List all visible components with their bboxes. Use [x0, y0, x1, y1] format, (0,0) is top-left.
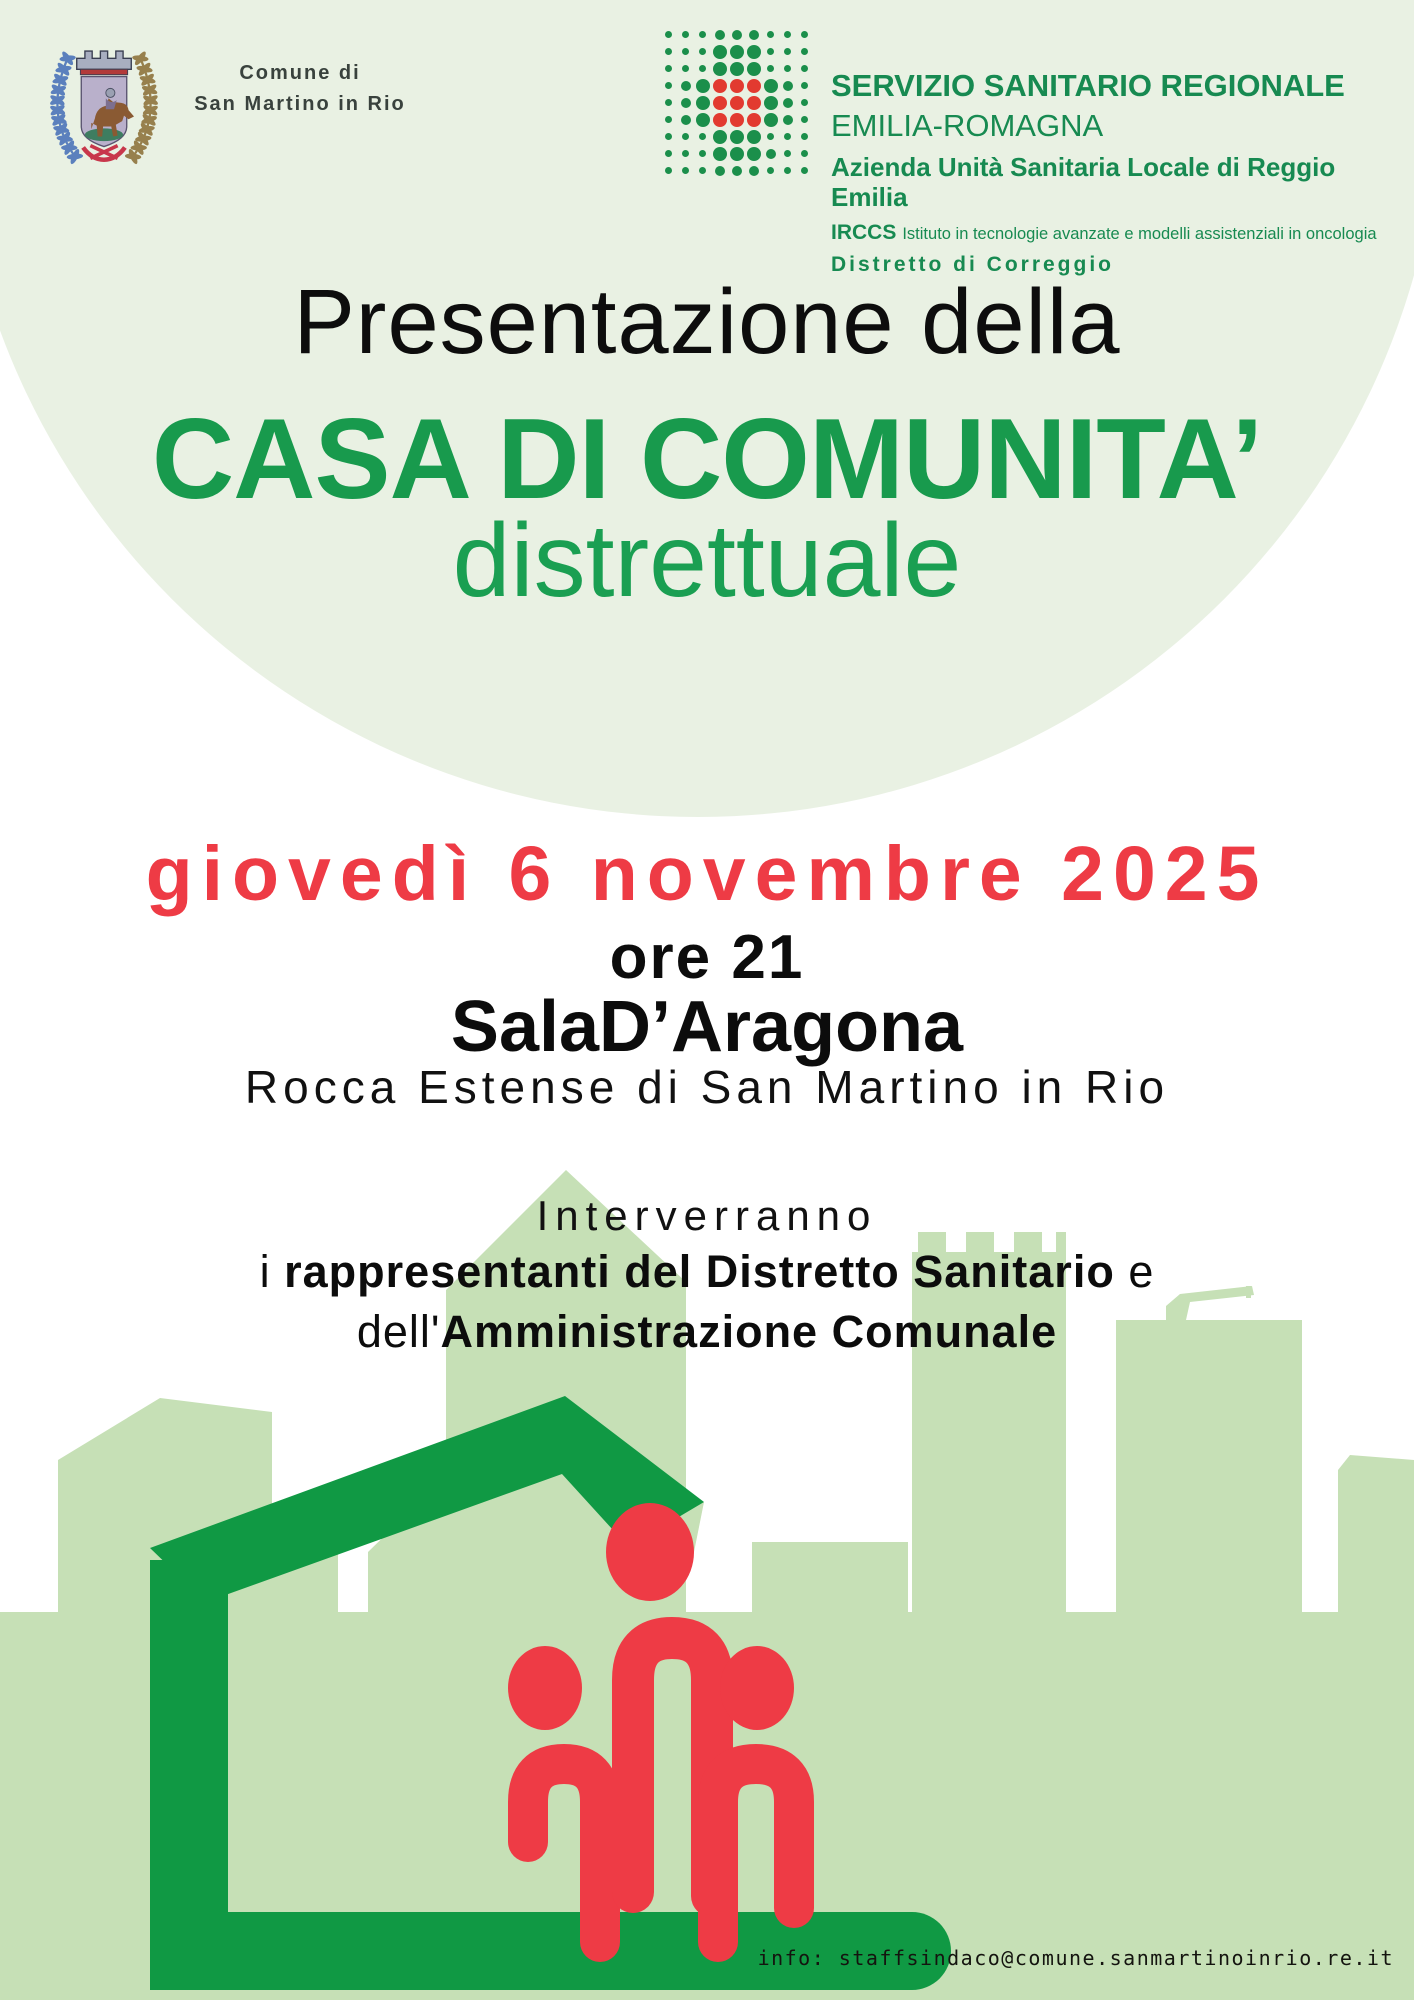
dot-red — [713, 79, 727, 93]
ausl-line: Azienda Unità Sanitaria Locale di Reggio Emilia — [831, 152, 1336, 213]
dot-green — [699, 48, 706, 55]
dot-green — [681, 115, 691, 125]
dot-green — [801, 133, 808, 140]
dot-green — [767, 31, 774, 38]
dot-green — [732, 166, 742, 176]
dot-green — [682, 48, 689, 55]
dot-green — [767, 167, 774, 174]
servizio-sanitario-dots-logo — [660, 26, 816, 174]
dot-green — [665, 133, 672, 140]
dot-green — [682, 150, 689, 157]
speakers-intro: Interverranno — [536, 1192, 878, 1239]
health-service-text — [831, 68, 1391, 277]
dot-green — [730, 45, 744, 59]
irccs-line — [831, 221, 1391, 245]
event-date: giovedì 6 novembre 2025 — [145, 831, 1269, 917]
dot-green — [713, 45, 727, 59]
dot-green — [801, 82, 808, 89]
dot-green — [783, 115, 793, 125]
dot-green — [665, 48, 672, 55]
dot-green — [682, 167, 689, 174]
poster-title-line2: CASA DI COMUNITA’ — [151, 396, 1263, 523]
comune-line1: Comune di — [239, 62, 361, 84]
ssr-line1: SERVIZIO SANITARIO REGIONALE — [831, 68, 1345, 103]
dot-green — [764, 96, 778, 110]
dot-green — [713, 147, 727, 161]
dot-green — [767, 65, 774, 72]
dot-green — [715, 30, 725, 40]
dot-green — [747, 147, 761, 161]
dot-green — [801, 99, 808, 106]
event-time: ore 21 — [609, 923, 805, 992]
contact-info-email: info: staffsindaco@comune.sanmartinoinrio.re.it — [757, 1946, 1394, 1970]
dot-green — [665, 82, 672, 89]
dot-green — [767, 48, 774, 55]
dot-green — [749, 166, 759, 176]
dot-green — [783, 98, 793, 108]
speakers-line2 — [0, 1246, 1414, 1298]
dot-green — [801, 167, 808, 174]
dot-green — [713, 130, 727, 144]
dot-green — [801, 116, 808, 123]
dot-green — [699, 150, 706, 157]
dot-red — [713, 96, 727, 110]
speakers-line3 — [0, 1306, 1414, 1358]
dot-green — [696, 79, 710, 93]
dot-green — [713, 62, 727, 76]
dot-green — [730, 147, 744, 161]
dot-green — [784, 65, 791, 72]
irccs-rest: Istituto in tecnologie avanzate e modelli assistenziali in oncologia — [902, 225, 1377, 244]
dot-green — [747, 45, 761, 59]
event-location: Rocca Estense di San Martino in Rio — [244, 1061, 1170, 1113]
speakers-line3-pre: dell' — [356, 1306, 441, 1357]
dot-green — [665, 31, 672, 38]
dot-green — [665, 99, 672, 106]
dot-green — [747, 62, 761, 76]
speakers-line2-pre: i — [259, 1246, 285, 1297]
dot-green — [715, 166, 725, 176]
dot-green — [699, 133, 706, 140]
dot-green — [764, 113, 778, 127]
dot-green — [665, 116, 672, 123]
dot-green — [747, 130, 761, 144]
speakers-line2-bold: rappresentanti del Distretto Sanitario — [284, 1246, 1115, 1297]
dot-green — [801, 150, 808, 157]
dot-green — [784, 31, 791, 38]
dot-green — [801, 48, 808, 55]
dot-green — [801, 65, 808, 72]
dot-green — [681, 98, 691, 108]
poster-title-line1: Presentazione della — [293, 271, 1121, 373]
comune-title — [170, 58, 430, 120]
dot-green — [699, 167, 706, 174]
distretto-line: Distretto di Correggio — [831, 253, 1115, 277]
dot-green — [783, 81, 793, 91]
ssr-line2: EMILIA-ROMAGNA — [831, 107, 1104, 143]
speakers-line2-post: e — [1114, 1246, 1155, 1297]
dot-green — [696, 96, 710, 110]
comune-crest-icon — [34, 22, 174, 172]
dot-green — [730, 130, 744, 144]
dot-green — [682, 65, 689, 72]
dot-green — [749, 30, 759, 40]
dot-green — [681, 81, 691, 91]
event-venue: SalaD’Aragona — [450, 987, 964, 1067]
dot-green — [730, 62, 744, 76]
dot-green — [665, 150, 672, 157]
dot-green — [665, 65, 672, 72]
dot-green — [682, 31, 689, 38]
speakers-line3-bold: Amministrazione Comunale — [440, 1306, 1058, 1357]
comune-line2: San Martino in Rio — [194, 93, 406, 115]
dot-red — [730, 96, 744, 110]
dot-green — [682, 133, 689, 140]
people-figures — [508, 1503, 794, 1942]
dot-green — [801, 31, 808, 38]
dot-green — [784, 167, 791, 174]
dot-green — [784, 150, 791, 157]
dot-red — [747, 96, 761, 110]
dot-green — [699, 65, 706, 72]
dot-green — [784, 48, 791, 55]
dot-green — [665, 167, 672, 174]
dot-red — [730, 79, 744, 93]
dot-green — [764, 79, 778, 93]
dot-red — [747, 113, 761, 127]
dot-red — [713, 113, 727, 127]
dot-green — [784, 133, 791, 140]
dot-green — [696, 113, 710, 127]
poster-title-line3: distrettuale — [452, 503, 962, 619]
dot-green — [732, 30, 742, 40]
dot-green — [766, 149, 776, 159]
dot-green — [767, 133, 774, 140]
dot-green — [699, 31, 706, 38]
irccs-prefix: IRCCS — [831, 221, 897, 245]
dot-red — [747, 79, 761, 93]
dot-red — [730, 113, 744, 127]
